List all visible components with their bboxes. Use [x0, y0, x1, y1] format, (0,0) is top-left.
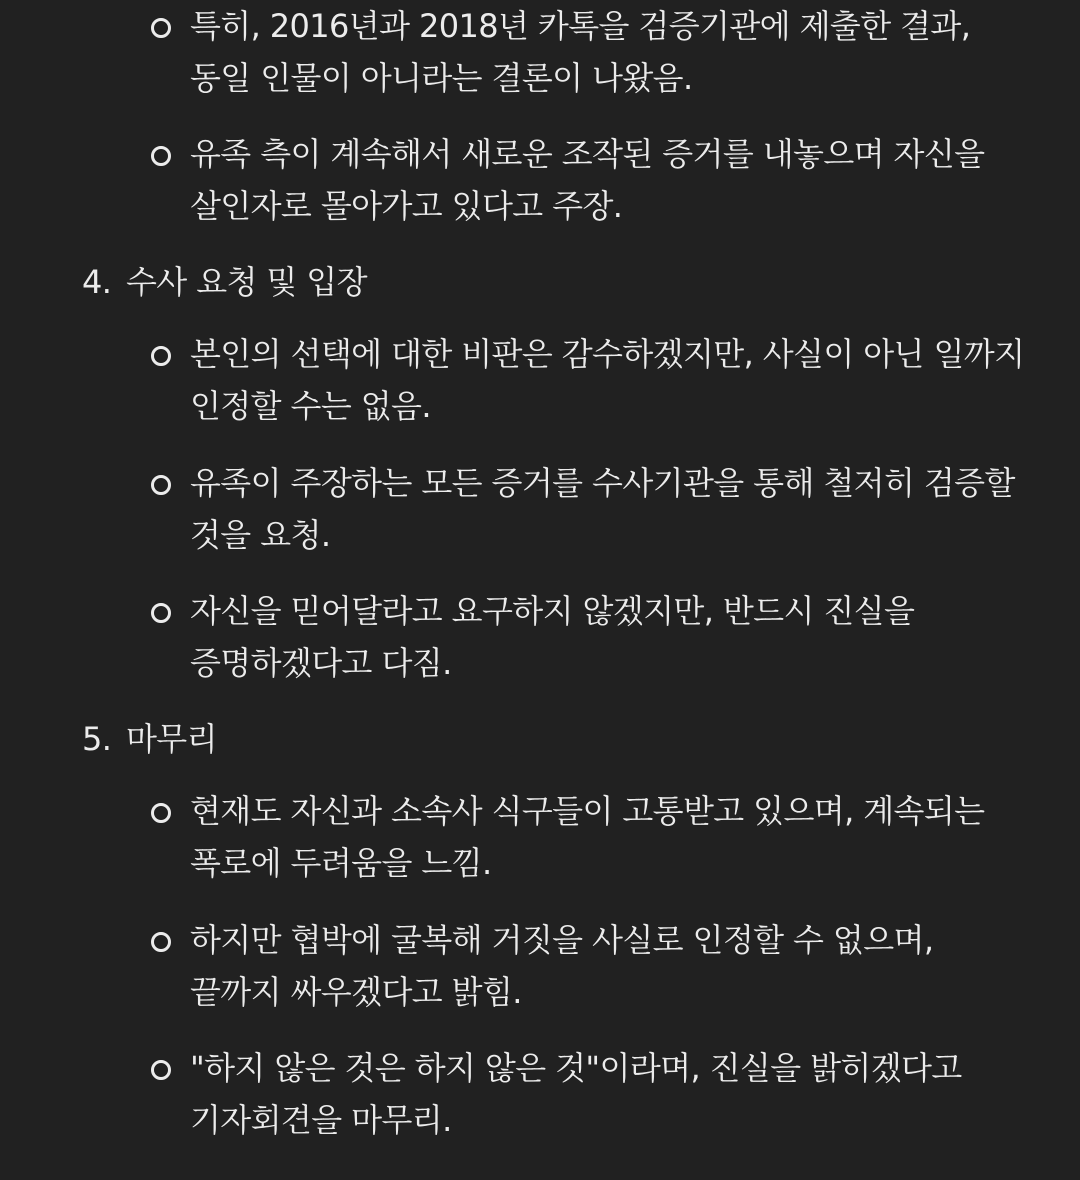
list-item: 자신을 믿어달라고 요구하지 않겠지만, 반드시 진실을 증명하겠다고 다짐.: [190, 592, 915, 682]
section-number: 4.: [82, 263, 112, 301]
section-title: 마무리: [126, 720, 217, 758]
list-item: 하지만 협박에 굴복해 거짓을 사실로 인정할 수 없으며, 끝까지 싸우겠다고 밝힘.: [190, 921, 934, 1011]
bullet-icon: [151, 932, 171, 952]
list-item: 유족 측이 계속해서 새로운 조작된 증거를 내놓으며 자신을 살인자로 몰아가고 있다고 주장.: [190, 135, 985, 225]
section-number: 5.: [82, 720, 112, 758]
list-item: 본인의 선택에 대한 비판은 감수하겠지만, 사실이 아닌 일까지 인정할 수는 없음.: [190, 335, 1025, 425]
bullet-icon: [151, 475, 171, 495]
list-item: 특히, 2016년과 2018년 카톡을 검증기관에 제출한 결과, 동일 인물이 아니라는 결론이 나왔음.: [190, 7, 971, 97]
section-heading: [82, 256, 367, 308]
section-title: 수사 요청 및 입장: [126, 263, 367, 301]
bullet-icon: [151, 18, 171, 38]
list-item: "하지 않은 것은 하지 않은 것"이라며, 진실을 밝히겠다고 기자회견을 마무리.: [190, 1049, 962, 1139]
bullet-icon: [151, 603, 171, 623]
bullet-icon: [151, 346, 171, 366]
list-item: 유족이 주장하는 모든 증거를 수사기관을 통해 철저히 검증할 것을 요청.: [190, 464, 1015, 554]
list-item: 현재도 자신과 소속사 식구들이 고통받고 있으며, 계속되는 폭로에 두려움을 느낌.: [190, 792, 985, 882]
bullet-icon: [151, 146, 171, 166]
bullet-icon: [151, 803, 171, 823]
section-heading: [82, 713, 217, 765]
bullet-icon: [151, 1060, 171, 1080]
